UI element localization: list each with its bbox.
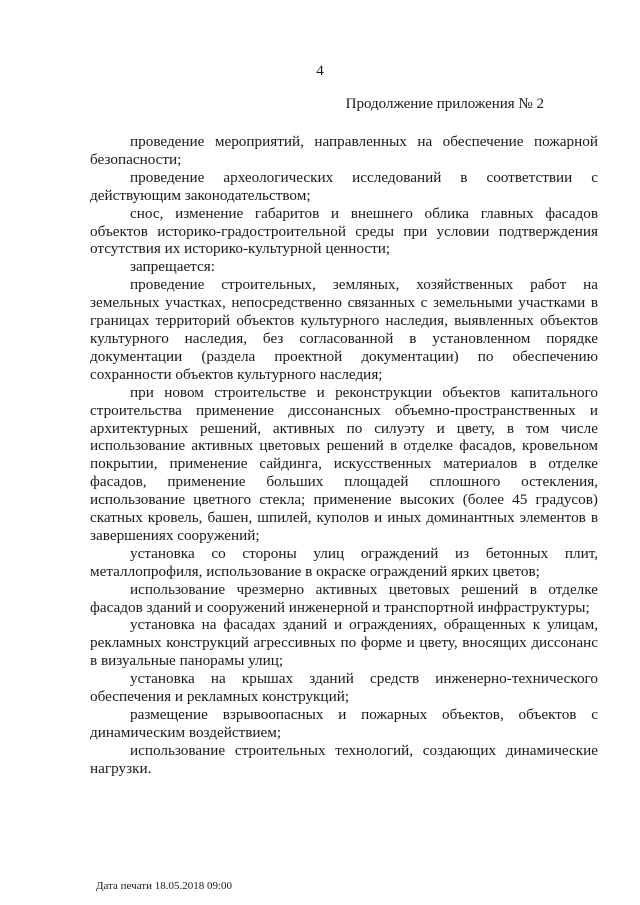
paragraph: при новом строительстве и реконструкции объектов капитального строительства применение диссонансных объемно-пространственных и архитектурных решений, активных по силуэту и цвету, в том числе использование активных цветовых решений в отделке фасадов, кровельном покрытии, применение сайдинга, искусственных материалов в отделке фасадов, применение больших площадей сплошного остекления, использование цветного стекла; применение высоких (более 45 градусов) скатных кровель, башен, шпилей, куполов и иных доминантных элементов в завершениях сооружений; [90,383,598,544]
paragraph: снос, изменение габаритов и внешнего облика главных фасадов объектов историко-градостроительной среды при условии подтверждения отсутствия их историко-культурной ценности; [90,204,598,258]
page-number: 4 [316,63,324,79]
paragraph-prohibited-heading: запрещается: [130,258,215,276]
paragraph: проведение мероприятий, направленных на обеспечение пожарной безопасности; [90,133,598,168]
paragraph: проведение строительных, земляных, хозяйственных работ на земельных участках, непосредственно связанных с земельными участками в границах территорий объектов культурного наследия, выявленных объектов культурного наследия, без согласованной в установленном порядке документации (раздела проектной документации) по обеспечению сохранности объектов культурного наследия; [90,276,598,383]
paragraph: установка на фасадах зданий и ограждениях, обращенных к улицам, рекламных конструкций агрессивных по форме и цвету, вносящих диссонанс в визуальные панорамы улиц; [90,616,598,670]
paragraph: установка со стороны улиц ограждений из бетонных плит, металлопрофиля, использование в окраске ограждений ярких цветов; [90,544,598,580]
paragraph: установка на крышах зданий средств инженерно-технического обеспечения и рекламных конструкций; [90,670,598,706]
paragraph: использование строительных технологий, создающих динамические нагрузки. [90,741,598,777]
appendix-continuation-header: Продолжение приложения № 2 [345,96,544,112]
paragraph: размещение взрывоопасных и пожарных объектов, объектов с динамическим воздействием; [90,706,598,741]
paragraph: использование чрезмерно активных цветовых решений в отделке фасадов зданий и сооружений инженерной и транспортной инфраструктуры; [90,580,598,616]
paragraph: проведение археологических исследований в соответствии с действующим законодательством; [90,168,598,204]
print-date-footer: Дата печати 18.05.2018 09:00 [96,880,233,892]
document-body [90,133,598,778]
